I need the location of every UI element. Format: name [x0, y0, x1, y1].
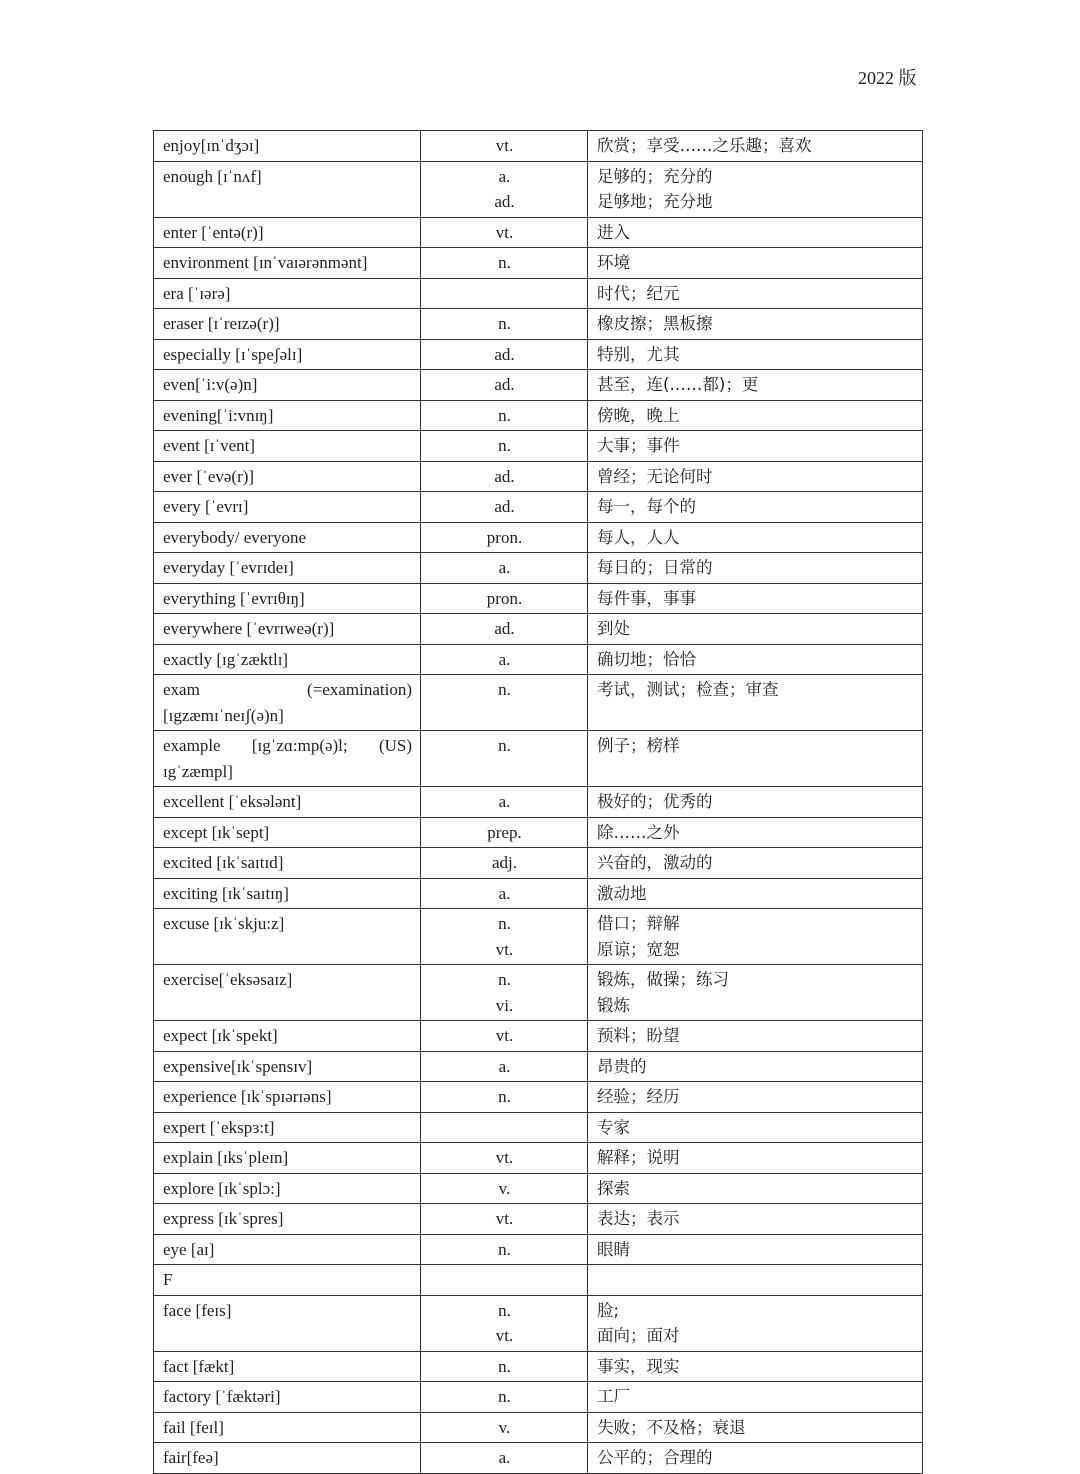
meaning-cell	[588, 848, 923, 879]
meaning-cell	[588, 131, 923, 162]
table-row	[154, 248, 923, 279]
meaning-cell	[588, 339, 923, 370]
pos-text: n.	[498, 914, 511, 933]
pos-text	[430, 1267, 579, 1293]
word-text: expert [ˈekspɜ:t]	[163, 1117, 275, 1137]
meaning-cell	[588, 1173, 923, 1204]
meaning-text: 橡皮擦；黑板擦	[597, 314, 713, 333]
meaning-cell	[588, 217, 923, 248]
word-text-part: (=examination)	[307, 680, 412, 699]
table-row	[154, 675, 923, 731]
pos-cell	[421, 492, 588, 523]
meaning-cell	[588, 1234, 923, 1265]
pos-cell	[421, 309, 588, 340]
pos-cell	[421, 1265, 588, 1296]
meaning-cell	[588, 1295, 923, 1351]
word-text	[163, 733, 412, 759]
word-text: environment [ɪnˈvaɪərənmənt]	[163, 253, 368, 272]
pos-cell	[421, 1382, 588, 1413]
meaning-cell	[588, 1082, 923, 1113]
pos-text: vt.	[495, 1026, 514, 1045]
pos-cell	[421, 278, 588, 309]
table-row	[154, 817, 923, 848]
word-text: eye [aɪ]	[163, 1239, 215, 1259]
meaning-cell	[588, 1412, 923, 1443]
meaning-cell	[588, 461, 923, 492]
meaning-text: 眼睛	[597, 1239, 630, 1259]
word-cell	[154, 1051, 421, 1082]
pos-cell	[421, 1173, 588, 1204]
pos-text: v.	[498, 1178, 511, 1198]
table-row	[154, 461, 923, 492]
word-cell	[154, 1204, 421, 1235]
word-text: excited [ɪkˈsaɪtɪd]	[163, 853, 284, 872]
meaning-text: 公平的；合理的	[597, 1448, 713, 1467]
meaning-text: 时代；纪元	[597, 283, 680, 303]
table-row	[154, 1173, 923, 1204]
word-text: F	[163, 1270, 173, 1289]
word-text	[163, 677, 412, 703]
meaning-cell	[588, 583, 923, 614]
table-row	[154, 400, 923, 431]
meaning-text: 例子；榜样	[597, 736, 680, 755]
meaning-cell	[588, 492, 923, 523]
table-row	[154, 1204, 923, 1235]
table-row	[154, 731, 923, 787]
table-row	[154, 644, 923, 675]
table-row	[154, 1265, 923, 1296]
word-cell	[154, 278, 421, 309]
pos-cell	[421, 1082, 588, 1113]
word-text: excellent [ˈeksələnt]	[163, 792, 302, 811]
word-cell	[154, 1143, 421, 1174]
table-row	[154, 848, 923, 879]
pos-cell	[421, 1204, 588, 1235]
word-cell	[154, 1234, 421, 1265]
pos-cell	[421, 1051, 588, 1082]
pos-text: ad.	[494, 466, 515, 486]
word-cell	[154, 248, 421, 279]
meaning-text: 甚至，连(……都)；更	[597, 375, 759, 394]
pos-text: v.	[498, 1417, 511, 1437]
table-row	[154, 965, 923, 1021]
pos-text: n.	[498, 1239, 511, 1259]
meaning-text: 除……之外	[597, 822, 680, 842]
word-cell	[154, 1443, 421, 1474]
pos-text: n.	[498, 314, 511, 333]
word-cell	[154, 217, 421, 248]
table-row	[154, 217, 923, 248]
meaning-cell	[588, 553, 923, 584]
pos-cell	[421, 217, 588, 248]
meaning-text: 欣赏；享受……之乐趣；喜欢	[597, 136, 812, 155]
word-text: every [ˈevrɪ]	[163, 497, 249, 516]
meaning-text: 表达；表示	[597, 1209, 680, 1228]
meaning-cell	[588, 248, 923, 279]
pos-cell	[421, 1351, 588, 1382]
word-cell	[154, 787, 421, 818]
meaning-cell	[588, 909, 923, 965]
pos-text: vt.	[495, 1148, 514, 1167]
pos-text: a.	[498, 558, 511, 577]
table-row	[154, 131, 923, 162]
pos-cell	[421, 1143, 588, 1174]
pos-text: n.	[498, 1300, 511, 1320]
pos-cell	[421, 461, 588, 492]
meaning-cell	[588, 787, 923, 818]
pos-text: n.	[498, 405, 511, 425]
pos-text: ad.	[494, 192, 515, 211]
meaning-cell	[588, 1204, 923, 1235]
word-text: excuse [ɪkˈskju:z]	[163, 914, 285, 933]
pos-cell	[421, 522, 588, 553]
table-row	[154, 583, 923, 614]
meaning-cell	[588, 614, 923, 645]
meaning-cell	[588, 431, 923, 462]
pos-text: ad.	[494, 375, 515, 394]
word-text: fact [fækt]	[163, 1356, 235, 1376]
word-text: ɪgˈzæmpl]	[163, 761, 233, 781]
pos-text: pron.	[486, 588, 523, 608]
word-text: expect [ɪkˈspekt]	[163, 1026, 278, 1045]
table-row	[154, 522, 923, 553]
pos-text: vt.	[495, 939, 514, 959]
word-cell	[154, 965, 421, 1021]
meaning-text: 每日的；日常的	[597, 558, 713, 577]
meaning-cell	[588, 1051, 923, 1082]
word-text: exercise[ˈeksəsaɪz]	[163, 970, 293, 989]
table-row	[154, 278, 923, 309]
word-cell	[154, 1112, 421, 1143]
pos-text: vt.	[495, 1209, 514, 1228]
word-cell	[154, 1412, 421, 1443]
word-text: experience [ɪkˈspɪərɪəns]	[163, 1087, 332, 1106]
word-cell	[154, 370, 421, 401]
meaning-cell	[588, 965, 923, 1021]
pos-text: a.	[498, 792, 511, 811]
meaning-text: 考试，测试；检查；审查	[597, 680, 779, 699]
pos-cell	[421, 909, 588, 965]
page-header-edition: 2022 版	[858, 68, 917, 88]
table-row	[154, 309, 923, 340]
word-text: face [feɪs]	[163, 1300, 232, 1320]
word-text: express [ɪkˈspres]	[163, 1209, 284, 1228]
table-row	[154, 1443, 923, 1474]
word-text: especially [ɪˈspeʃəlɪ]	[163, 344, 303, 364]
pos-text: ad.	[494, 344, 515, 364]
pos-cell	[421, 675, 588, 731]
word-cell	[154, 1173, 421, 1204]
word-text: [ɪgzæmɪˈneɪʃ(ə)n]	[163, 705, 284, 725]
pos-text: vt.	[495, 1326, 514, 1345]
meaning-cell	[588, 878, 923, 909]
word-text: exactly [ɪgˈzæktlɪ]	[163, 649, 289, 669]
pos-text: pron.	[486, 527, 523, 547]
table-row	[154, 1382, 923, 1413]
word-text: everything [ˈevrɪθɪŋ]	[163, 588, 305, 608]
pos-text: a.	[498, 649, 511, 669]
word-text: factory [ˈfæktəri]	[163, 1387, 281, 1406]
meaning-cell	[588, 644, 923, 675]
word-cell	[154, 1265, 421, 1296]
word-text: everywhere [ˈevrɪweə(r)]	[163, 619, 335, 638]
word-cell	[154, 1082, 421, 1113]
word-cell	[154, 553, 421, 584]
word-text: fail [feɪl]	[163, 1417, 224, 1437]
vocabulary-table-body	[154, 131, 923, 1474]
meaning-text: 进入	[597, 222, 630, 242]
word-cell	[154, 339, 421, 370]
table-row	[154, 1234, 923, 1265]
pos-text: a.	[498, 166, 511, 186]
table-row	[154, 161, 923, 217]
word-text: ever [ˈevə(r)]	[163, 466, 255, 486]
pos-cell	[421, 965, 588, 1021]
meaning-text: 脸;	[597, 1300, 620, 1320]
pos-cell	[421, 553, 588, 584]
word-text: expensive[ɪkˈspensɪv]	[163, 1056, 313, 1076]
meaning-cell	[588, 675, 923, 731]
word-cell	[154, 131, 421, 162]
pos-cell	[421, 400, 588, 431]
meaning-text: 极好的；优秀的	[597, 792, 713, 811]
pos-cell	[421, 731, 588, 787]
word-cell	[154, 644, 421, 675]
pos-cell	[421, 817, 588, 848]
meaning-text: 傍晚，晚上	[597, 405, 680, 425]
meaning-text: 兴奋的，激动的	[597, 853, 713, 872]
meaning-text: 每人，人人	[597, 527, 680, 547]
pos-text: n.	[498, 680, 511, 699]
word-cell	[154, 878, 421, 909]
meaning-text: 特别，尤其	[597, 344, 680, 364]
meaning-cell	[588, 1112, 923, 1143]
meaning-text: 足够的；充分的	[597, 166, 713, 186]
meaning-text: 昂贵的	[597, 1056, 647, 1076]
table-row	[154, 1082, 923, 1113]
word-text: everyday [ˈevrɪdeɪ]	[163, 558, 294, 577]
word-text: exciting [ɪkˈsaɪtɪŋ]	[163, 883, 289, 903]
word-cell	[154, 492, 421, 523]
pos-text: n.	[498, 736, 511, 755]
word-text: fair[feə]	[163, 1448, 219, 1467]
meaning-cell	[588, 370, 923, 401]
pos-cell	[421, 1021, 588, 1052]
pos-cell	[421, 248, 588, 279]
word-text: enter [ˈentə(r)]	[163, 222, 264, 242]
pos-text	[430, 1115, 579, 1141]
pos-text: vi.	[495, 995, 514, 1015]
pos-text: n.	[498, 253, 511, 272]
word-text-part: (US)	[378, 736, 412, 755]
table-row	[154, 370, 923, 401]
word-cell	[154, 431, 421, 462]
word-cell	[154, 1351, 421, 1382]
pos-cell	[421, 1112, 588, 1143]
meaning-cell	[588, 1021, 923, 1052]
pos-text: n.	[498, 1387, 511, 1406]
meaning-text: 经验；经历	[597, 1087, 680, 1106]
word-text-part: exam	[163, 680, 200, 699]
pos-cell	[421, 370, 588, 401]
vocabulary-table	[153, 130, 923, 1474]
pos-cell	[421, 1234, 588, 1265]
word-cell	[154, 309, 421, 340]
word-cell	[154, 1295, 421, 1351]
pos-text: a.	[498, 883, 511, 903]
meaning-cell	[588, 731, 923, 787]
meaning-text: 大事；事件	[597, 436, 680, 455]
word-cell	[154, 614, 421, 645]
meaning-text: 专家	[597, 1117, 630, 1137]
word-cell	[154, 817, 421, 848]
meaning-text	[597, 1267, 914, 1293]
pos-cell	[421, 644, 588, 675]
meaning-cell	[588, 309, 923, 340]
meaning-text: 面向；面对	[597, 1326, 680, 1345]
word-cell	[154, 675, 421, 731]
table-row	[154, 1295, 923, 1351]
pos-text: n.	[498, 970, 511, 989]
pos-text: prep.	[487, 822, 522, 842]
meaning-text: 锻炼，做操；练习	[597, 970, 729, 989]
pos-cell	[421, 161, 588, 217]
word-text: eraser [ɪˈreɪzə(r)]	[163, 314, 280, 333]
word-text: except [ɪkˈsept]	[163, 822, 270, 842]
pos-cell	[421, 848, 588, 879]
pos-text: ad.	[494, 619, 515, 638]
word-text: explore [ɪkˈsplɔ:]	[163, 1178, 281, 1198]
word-cell	[154, 522, 421, 553]
meaning-cell	[588, 817, 923, 848]
meaning-cell	[588, 1382, 923, 1413]
pos-cell	[421, 787, 588, 818]
table-row	[154, 878, 923, 909]
meaning-text: 曾经；无论何时	[597, 466, 713, 486]
word-text: everybody/ everyone	[163, 527, 307, 547]
table-row	[154, 553, 923, 584]
table-row	[154, 1351, 923, 1382]
word-text: even[ˈi:v(ə)n]	[163, 375, 258, 394]
word-cell	[154, 731, 421, 787]
meaning-cell	[588, 1351, 923, 1382]
word-cell	[154, 1021, 421, 1052]
table-row	[154, 492, 923, 523]
word-text-part: [ɪgˈzɑ:mp(ə)l;	[251, 736, 348, 755]
meaning-text: 事实，现实	[597, 1356, 680, 1376]
word-text: explain [ɪksˈpleɪn]	[163, 1148, 289, 1167]
pos-text: ad.	[494, 497, 515, 516]
meaning-text: 解释；说明	[597, 1148, 680, 1167]
meaning-text: 预料；盼望	[597, 1026, 680, 1045]
word-text: event [ɪˈvent]	[163, 436, 256, 455]
meaning-cell	[588, 278, 923, 309]
pos-text: n.	[498, 436, 511, 455]
word-text: era [ˈɪərə]	[163, 283, 231, 303]
pos-text: a.	[498, 1448, 511, 1467]
meaning-text: 原谅；宽恕	[597, 939, 680, 959]
meaning-text: 每件事，事事	[597, 588, 696, 608]
meaning-text: 确切地；恰恰	[597, 649, 696, 669]
table-row	[154, 787, 923, 818]
pos-text	[430, 281, 579, 307]
word-text-part: example	[163, 736, 221, 755]
word-text: enjoy[ɪnˈdʒɔɪ]	[163, 136, 260, 155]
table-row	[154, 431, 923, 462]
word-cell	[154, 848, 421, 879]
table-row	[154, 1143, 923, 1174]
pos-text: n.	[498, 1356, 511, 1376]
word-text: enough [ɪˈnʌf]	[163, 166, 262, 186]
table-row	[154, 1412, 923, 1443]
pos-cell	[421, 583, 588, 614]
word-cell	[154, 1382, 421, 1413]
meaning-cell	[588, 161, 923, 217]
pos-text: vt.	[495, 222, 514, 242]
meaning-text: 足够地；充分地	[597, 192, 713, 211]
pos-text: a.	[498, 1056, 511, 1076]
word-text: evening[ˈi:vnɪŋ]	[163, 405, 274, 425]
meaning-cell	[588, 400, 923, 431]
table-row	[154, 909, 923, 965]
meaning-text: 激动地	[597, 883, 647, 903]
meaning-cell	[588, 522, 923, 553]
pos-cell	[421, 431, 588, 462]
pos-cell	[421, 131, 588, 162]
pos-cell	[421, 1412, 588, 1443]
pos-text: n.	[498, 1087, 511, 1106]
word-cell	[154, 400, 421, 431]
meaning-cell	[588, 1143, 923, 1174]
word-cell	[154, 461, 421, 492]
word-cell	[154, 583, 421, 614]
meaning-text: 到处	[597, 619, 630, 638]
meaning-text: 每一，每个的	[597, 497, 696, 516]
word-cell	[154, 161, 421, 217]
table-row	[154, 339, 923, 370]
meaning-text: 借口；辩解	[597, 914, 680, 933]
pos-cell	[421, 1295, 588, 1351]
pos-text: adj.	[491, 853, 518, 872]
pos-cell	[421, 878, 588, 909]
meaning-text: 失败；不及格；衰退	[597, 1417, 746, 1437]
pos-cell	[421, 1443, 588, 1474]
meaning-text: 锻炼	[597, 995, 630, 1015]
meaning-text: 探索	[597, 1178, 630, 1198]
pos-text: vt.	[495, 136, 514, 155]
meaning-cell	[588, 1265, 923, 1296]
meaning-text: 环境	[597, 253, 630, 272]
table-row	[154, 1112, 923, 1143]
word-cell	[154, 909, 421, 965]
table-row	[154, 1051, 923, 1082]
table-row	[154, 1021, 923, 1052]
meaning-cell	[588, 1443, 923, 1474]
table-row	[154, 614, 923, 645]
meaning-text: 工厂	[597, 1387, 630, 1406]
pos-cell	[421, 339, 588, 370]
pos-cell	[421, 614, 588, 645]
